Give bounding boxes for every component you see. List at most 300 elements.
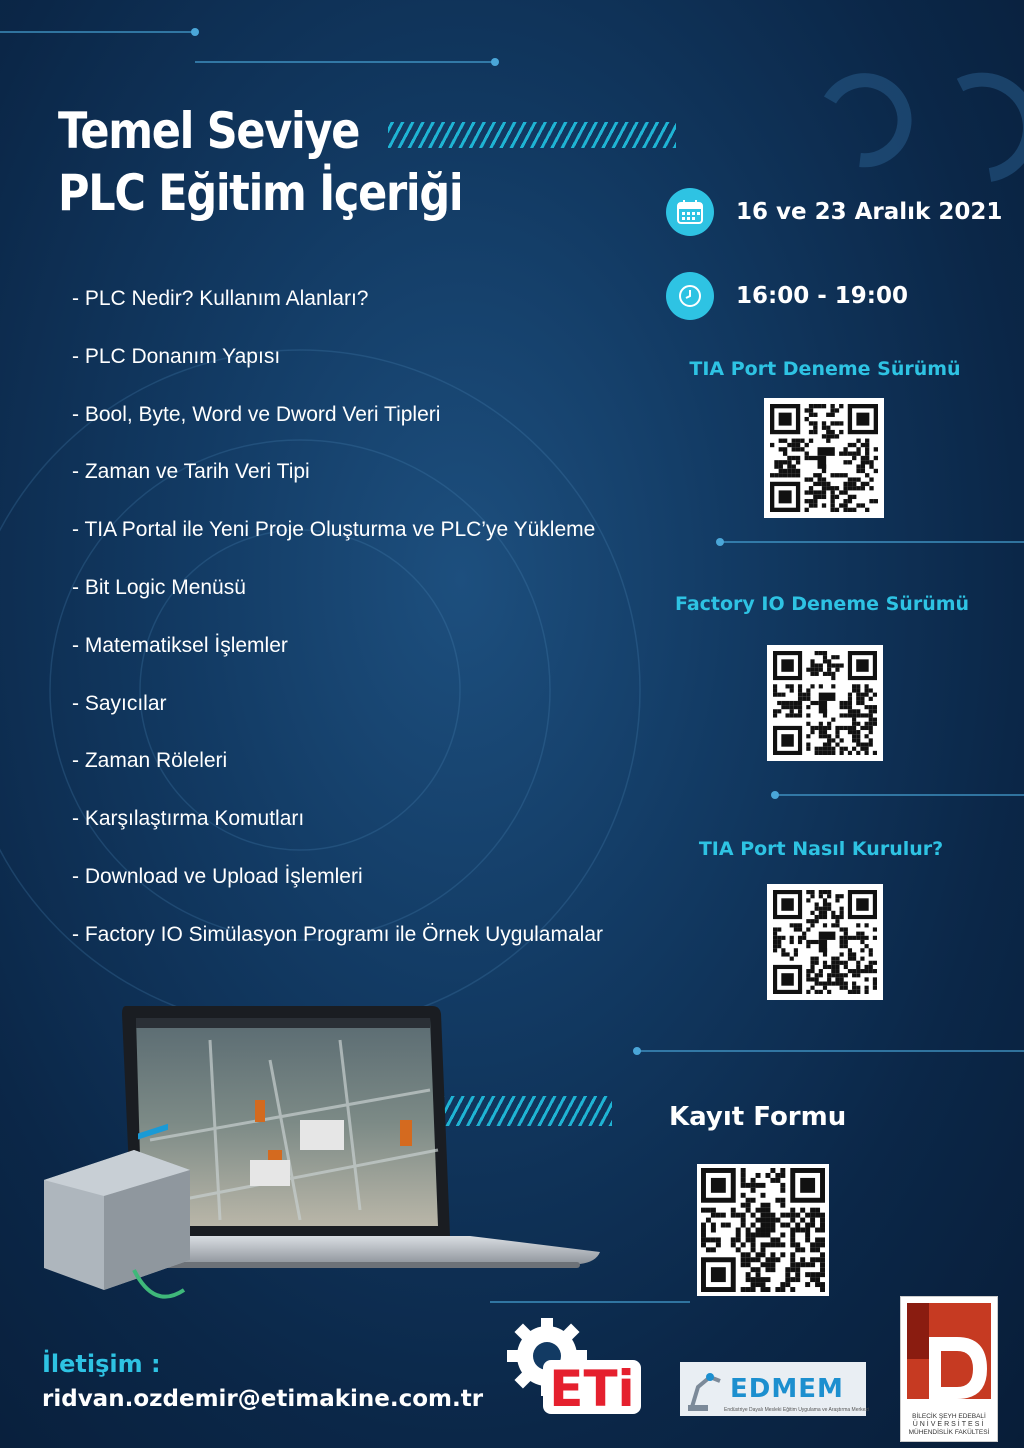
qr-module [746, 1237, 751, 1242]
qr-module [856, 969, 860, 973]
qr-module [790, 1252, 795, 1257]
edmem-logo-subtitle: Endüstriye Dayalı Mesleki Eğitim Uygulama ve Araştırma Merkezi [724, 1407, 870, 1413]
qr-module [775, 1242, 780, 1247]
qr-module [874, 469, 878, 473]
qr-module [765, 1287, 770, 1292]
qr-module [806, 697, 810, 701]
qr-module [731, 1213, 736, 1218]
edmem-logo-text: EDMEM [730, 1374, 844, 1404]
qr-module [818, 495, 822, 499]
qr-module [761, 1213, 766, 1218]
qr-module [835, 730, 839, 734]
list-item: - Zaman ve Tarih Veri Tipi [72, 460, 310, 484]
qr-module [848, 477, 852, 481]
qr-module [805, 1262, 810, 1267]
qr-module [835, 982, 839, 986]
topic-list [72, 286, 603, 980]
qr-module [827, 734, 831, 738]
qr-module [835, 961, 839, 965]
qr-module [835, 486, 839, 490]
qr-module [779, 490, 792, 503]
qr-module [840, 915, 844, 919]
qr-module [856, 898, 868, 910]
qr-module [802, 932, 806, 936]
qr-module [746, 1208, 751, 1213]
qr-module [741, 1173, 746, 1178]
qr-module [848, 969, 852, 973]
qr-module [806, 969, 810, 973]
qr-module [798, 697, 802, 701]
qr-module [831, 684, 835, 688]
qr-module [790, 923, 794, 927]
qr-module [848, 701, 852, 705]
qr-module [815, 672, 819, 676]
qr-module [831, 982, 835, 986]
qr-module [844, 982, 848, 986]
qr-module [751, 1213, 756, 1218]
qr-module [810, 1277, 815, 1282]
qr-module [822, 464, 826, 473]
qr-module [865, 452, 869, 456]
qr-module [809, 430, 813, 434]
qr-module [798, 713, 802, 717]
qr-module [773, 932, 777, 936]
qr-module [790, 713, 794, 717]
qr-module [815, 747, 819, 751]
qr-module [806, 734, 810, 738]
qr-module [770, 1237, 775, 1242]
qr-module [873, 709, 877, 713]
qr-module [827, 890, 831, 894]
qr-module [765, 1267, 770, 1272]
qr-module [805, 456, 809, 460]
qr-module [790, 1287, 795, 1292]
qr-module [861, 460, 865, 464]
qr-module [790, 1277, 795, 1282]
qr-module [848, 508, 852, 512]
qr-module [852, 982, 856, 986]
qr-module [856, 688, 860, 692]
qr-module [787, 443, 791, 447]
qr-module [775, 1198, 780, 1203]
qr-module [835, 973, 839, 977]
qr-module [815, 726, 819, 730]
qr-module [860, 969, 864, 973]
qr-module [790, 705, 794, 709]
qr-module [809, 408, 813, 412]
qr-module [861, 486, 865, 490]
qr-module [806, 747, 810, 751]
qr-module [839, 473, 843, 477]
qr-module [756, 1173, 761, 1178]
contact-email-link[interactable]: ridvan.ozdemir@etimakine.com.tr [42, 1386, 484, 1412]
qr-module [790, 936, 794, 940]
qr-module [813, 503, 817, 507]
qr-module [792, 443, 796, 447]
qr-module [810, 911, 814, 915]
qr-module [711, 1247, 716, 1252]
qr-module [781, 701, 785, 705]
qr-module [856, 452, 860, 456]
qr-module [840, 726, 844, 730]
qr-module [823, 890, 827, 894]
qr-module [741, 1168, 746, 1173]
qr-module [761, 1228, 766, 1233]
qr-module [815, 1237, 820, 1242]
qr-module [711, 1178, 726, 1193]
qr-module [844, 961, 848, 965]
qr-module [751, 1178, 756, 1183]
qr-module [815, 902, 819, 906]
qr-module [830, 434, 834, 438]
qr-module [839, 452, 843, 456]
qr-module [831, 718, 835, 722]
qr-module [809, 503, 813, 507]
qr-module [823, 915, 827, 919]
qr-module [756, 1228, 761, 1233]
qr-module [756, 1183, 761, 1188]
qr-module [701, 1228, 706, 1233]
qr-module [873, 961, 877, 965]
qr-module [865, 944, 869, 948]
qr-module [805, 1228, 810, 1233]
qr-module [777, 709, 781, 713]
qr-module [827, 743, 831, 747]
qr-module [827, 907, 831, 911]
qr-module [756, 1277, 761, 1282]
factory-trial-qr-code[interactable] [767, 645, 883, 761]
qr-module [865, 936, 869, 940]
qr-module [819, 751, 823, 755]
qr-module [865, 734, 869, 738]
qr-module [785, 1277, 790, 1282]
qr-module [840, 907, 844, 911]
qr-module [706, 1237, 711, 1242]
qr-module [869, 477, 873, 481]
qr-module [840, 738, 844, 742]
qr-module [785, 952, 789, 956]
qr-module [852, 730, 856, 734]
qr-module [751, 1287, 756, 1292]
qr-module [865, 508, 869, 512]
qr-module [741, 1287, 746, 1292]
qr-module [827, 902, 831, 906]
calendar-icon [666, 188, 714, 236]
qr-module [780, 1223, 785, 1228]
eti-logo-text: ETi [549, 1360, 635, 1418]
qr-module [775, 1178, 780, 1183]
event-time [666, 272, 908, 320]
qr-module [756, 1282, 761, 1287]
qr-module [815, 1213, 820, 1218]
qr-module [795, 1262, 800, 1267]
qr-module [756, 1252, 761, 1257]
qr-module [861, 503, 865, 507]
qr-module [765, 1277, 770, 1282]
qr-module [865, 447, 869, 451]
qr-module [823, 709, 827, 717]
qr-module [831, 663, 835, 667]
qr-module [852, 973, 856, 977]
qr-module [809, 490, 813, 494]
qr-module [792, 456, 796, 460]
qr-module [869, 486, 873, 490]
qr-module [856, 684, 860, 688]
list-item: - Matematiksel İşlemler [72, 633, 288, 657]
qr-module [820, 1267, 825, 1272]
list-item: - PLC Donanım Yapısı [72, 344, 281, 368]
qr-module [736, 1232, 741, 1237]
tia-trial-qr-code[interactable] [764, 398, 884, 518]
qr-module [840, 952, 844, 956]
qr-module [810, 730, 814, 734]
event-date [666, 188, 1002, 236]
qr-module [746, 1287, 751, 1292]
qr-module [774, 464, 778, 468]
qr-module [818, 447, 835, 456]
qr-module [810, 940, 818, 944]
qr-module [810, 1272, 815, 1277]
qr-module [779, 439, 783, 443]
qr-module [794, 713, 798, 717]
qr-module [820, 1257, 825, 1262]
qr-module [818, 490, 822, 494]
tia-install-qr-code[interactable] [767, 884, 883, 1000]
qr-module [751, 1247, 756, 1252]
qr-module [844, 747, 848, 751]
qr-module [805, 477, 809, 481]
qr-module [840, 940, 844, 944]
qr-module [746, 1272, 751, 1277]
qr-module [806, 940, 810, 944]
qr-module [839, 503, 843, 507]
qr-module [826, 482, 830, 486]
qr-module [869, 738, 873, 742]
qr-module [873, 986, 877, 990]
qr-module [790, 1208, 795, 1213]
qr-module [861, 443, 865, 447]
qr-module [860, 726, 864, 730]
list-item: - Sayıcılar [72, 691, 167, 715]
qr-module [785, 1282, 790, 1287]
qr-module [813, 426, 817, 430]
contact-label: İletişim : [42, 1350, 161, 1378]
qr-module [781, 693, 785, 697]
qr-module [780, 1198, 785, 1203]
qr-module [741, 1262, 746, 1267]
qr-module [796, 439, 800, 443]
qr-module [746, 1203, 751, 1208]
qr-module [806, 919, 810, 923]
qr-module [810, 1242, 815, 1247]
qr-module [756, 1218, 761, 1223]
qr-module [848, 952, 852, 956]
qr-module [873, 705, 877, 709]
qr-module [819, 693, 836, 701]
qr-module [770, 473, 774, 477]
registration-qr-code[interactable] [697, 1164, 829, 1296]
qr-module [840, 911, 844, 915]
qr-module [815, 1228, 820, 1233]
qr-module [761, 1242, 766, 1247]
qr-module [741, 1257, 746, 1262]
qr-module [790, 701, 794, 705]
qr-module [869, 460, 873, 464]
qr-module [869, 730, 873, 734]
qr-module [831, 957, 835, 961]
qr-module [790, 1257, 795, 1262]
qr-module [795, 1228, 800, 1233]
qr-module [780, 1282, 785, 1287]
qr-module [815, 663, 819, 667]
qr-module [805, 1223, 810, 1228]
qr-module [706, 1208, 711, 1213]
qr-module [770, 1242, 775, 1247]
qr-module [852, 713, 856, 717]
qr-module [827, 973, 831, 977]
qr-module [790, 1218, 795, 1223]
qr-module [835, 668, 839, 672]
qr-module [765, 1257, 770, 1262]
qr-module [827, 990, 831, 994]
qr-module [810, 726, 814, 730]
qr-module [822, 486, 826, 490]
qr-module [761, 1223, 766, 1228]
qr-module [794, 923, 798, 927]
qr-module [810, 986, 814, 990]
qr-module [820, 1252, 825, 1257]
qr-module [822, 421, 826, 425]
qr-module [773, 713, 777, 717]
qr-module [835, 923, 839, 927]
qr-module [770, 1262, 775, 1267]
qr-module [761, 1252, 766, 1257]
qr-module [861, 482, 865, 486]
qr-module [848, 726, 852, 730]
qr-module [787, 473, 791, 477]
qr-module [815, 1282, 820, 1287]
qr-module [827, 722, 831, 726]
qr-module [785, 1213, 790, 1218]
qr-module [794, 705, 798, 709]
qr-module [795, 1213, 800, 1218]
qr-module [765, 1208, 770, 1213]
qr-module [746, 1228, 751, 1233]
bseu-university-logo [900, 1296, 998, 1442]
qr-module [806, 977, 810, 981]
qr-module [815, 973, 819, 977]
qr-module [780, 1173, 785, 1178]
title-line-2: PLC Eğitim İçeriği [58, 164, 463, 222]
qr-module [751, 1282, 756, 1287]
qr-module [819, 722, 823, 726]
qr-module [848, 948, 852, 952]
qr-module [827, 668, 831, 672]
qr-module [761, 1232, 766, 1237]
qr-module [844, 713, 848, 717]
qr-module [865, 923, 869, 927]
qr-module [861, 456, 865, 460]
qr-module [869, 969, 873, 973]
qr-module [830, 408, 834, 412]
qr-module [874, 447, 878, 451]
qr-module [785, 684, 789, 688]
qr-module [810, 701, 818, 705]
qr-module [751, 1237, 756, 1242]
qr-module [773, 944, 777, 948]
qr-module [794, 948, 798, 952]
qr-module [774, 473, 778, 477]
qr-module [770, 1213, 775, 1218]
qr-module [830, 495, 834, 499]
qr-module [741, 1242, 746, 1247]
qr-module [806, 705, 810, 709]
qr-module [792, 473, 796, 477]
qr-module [839, 421, 843, 425]
qr-module [741, 1178, 746, 1183]
qr-module [721, 1213, 726, 1218]
qr-module [781, 948, 785, 952]
qr-module [761, 1262, 766, 1267]
qr-module [805, 452, 809, 456]
qr-module [810, 961, 814, 965]
qr-module [810, 894, 814, 898]
qr-module [819, 890, 823, 894]
qr-module [840, 747, 844, 751]
qr-module [746, 1257, 751, 1262]
qr-module [813, 413, 817, 417]
qr-module [856, 743, 860, 747]
qr-module [805, 1237, 810, 1242]
qr-module [820, 1237, 825, 1242]
qr-module [844, 944, 848, 948]
qr-module [848, 697, 852, 701]
qr-module [831, 911, 835, 915]
qr-module [721, 1223, 726, 1228]
qr-module [820, 1242, 825, 1247]
qr-module [798, 705, 802, 709]
qr-module [822, 477, 826, 481]
qr-module [852, 688, 856, 692]
qr-module [798, 684, 802, 688]
qr-module [869, 713, 873, 717]
qr-module [865, 456, 869, 460]
qr-module [815, 961, 819, 965]
qr-module [779, 447, 783, 451]
qr-module [805, 1272, 810, 1277]
qr-module [805, 1282, 810, 1287]
qr-module [852, 508, 856, 512]
qr-module [835, 495, 839, 499]
qr-module [827, 977, 831, 981]
qr-module [827, 726, 831, 730]
qr-module [843, 447, 847, 451]
qr-module [843, 460, 847, 464]
list-item: - Factory IO Simülasyon Programı ile Örnek Uygulamalar [72, 922, 603, 946]
qr-module [865, 747, 869, 751]
qr-module [796, 443, 800, 447]
qr-module [869, 499, 873, 503]
qr-module [711, 1208, 716, 1213]
qr-module [798, 940, 802, 944]
qr-module [779, 460, 783, 464]
edmem-logo [680, 1362, 870, 1416]
page-title [58, 100, 462, 224]
qr-module [822, 495, 826, 499]
qr-module [820, 1282, 825, 1287]
qr-module [701, 1223, 706, 1228]
qr-module [790, 1232, 795, 1237]
